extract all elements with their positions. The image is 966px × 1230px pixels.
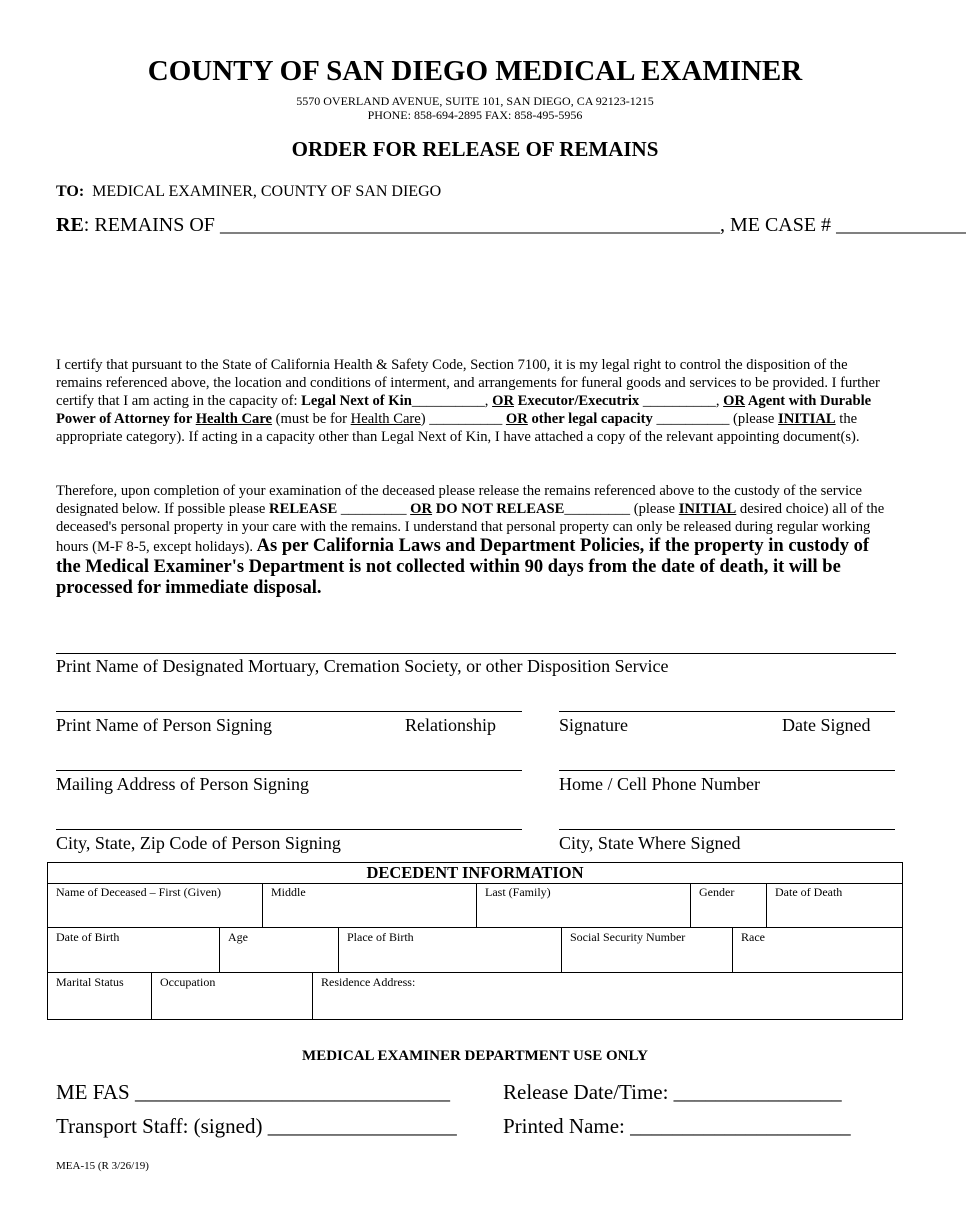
date-of-death-field[interactable]: Date of Death <box>766 883 902 927</box>
do-not-release-option: DO NOT RELEASE <box>432 501 565 517</box>
first-name-field[interactable]: Name of Deceased – First (Given) <box>56 885 221 899</box>
person-signing-label: Print Name of Person Signing <box>56 715 272 735</box>
age-field[interactable]: Age <box>219 928 338 972</box>
re-label: RE <box>56 214 84 236</box>
to-line <box>56 183 441 201</box>
office-address: 5570 OVERLAND AVENUE, SUITE 101, SAN DIEGO, CA 92123-1215 <box>296 94 654 108</box>
other-legal-initial[interactable]: __________ <box>656 411 730 427</box>
transport-staff-field[interactable]: Transport Staff: (signed) __________________ <box>56 1114 457 1138</box>
certification-paragraph: I certify that pursuant to the State of California Health & Safety Code, Section 7100, it is my legal right to control the disposition of the remains referenced above, the location and conditions of interment, and arrangements for funeral goods and services to be provided. I further certify that I am acting in the capacity of: Legal Next of Kin__________, OR Executor/Executrix __________, OR Agent with Durable Power of Attorney for Health Care (must be for Health Care) __________ OR other legal capacity __________ (please INITIAL the appropriate category). If acting in a capacity other than Legal Next of Kin, I have attached a copy of the relevant appointing document(s). <box>56 357 880 445</box>
decedent-row-2 <box>47 928 903 973</box>
residence-address-field[interactable]: Residence Address: <box>312 973 902 1019</box>
marital-status-field[interactable]: Marital Status <box>56 975 124 989</box>
date-of-birth-field[interactable]: Date of Birth <box>56 930 120 944</box>
do-not-release-initial[interactable]: _________ <box>564 501 631 517</box>
to-value: MEDICAL EXAMINER, COUNTY OF SAN DIEGO <box>92 183 442 200</box>
form-number: MEA-15 (R 3/26/19) <box>56 1160 149 1172</box>
city-state-zip-label: City, State, Zip Code of Person Signing <box>56 833 341 853</box>
ssn-field[interactable]: Social Security Number <box>561 928 732 972</box>
signature-line[interactable] <box>559 711 895 712</box>
agent-initial[interactable]: __________ <box>429 411 503 427</box>
form-title: ORDER FOR RELEASE OF REMAINS <box>291 137 659 161</box>
city-state-zip-line[interactable] <box>56 829 522 830</box>
me-fas-field[interactable]: ME FAS ______________________________ <box>56 1080 450 1104</box>
mortuary-label: Print Name of Designated Mortuary, Cremation Society, or other Disposition Service <box>56 656 669 676</box>
occupation-field[interactable]: Occupation <box>151 973 312 1019</box>
last-name-field[interactable]: Last (Family) <box>476 883 690 927</box>
to-label: TO: <box>56 183 85 200</box>
mailing-address-line[interactable] <box>56 770 522 771</box>
decedent-table <box>47 862 903 884</box>
relationship-label: Relationship <box>405 715 496 735</box>
phone-line[interactable] <box>559 770 895 771</box>
city-state-signed-label: City, State Where Signed <box>559 833 741 853</box>
decedent-row-1 <box>47 883 903 928</box>
middle-name-field[interactable]: Middle <box>262 883 476 927</box>
decedent-row-3 <box>47 973 903 1020</box>
release-datetime-field[interactable]: Release Date/Time: ________________ <box>503 1080 842 1104</box>
next-of-kin-initial[interactable]: __________ <box>411 393 485 409</box>
other-legal-option: other legal capacity <box>527 411 653 427</box>
release-paragraph: Therefore, upon completion of your examination of the deceased please release the remains referenced above to the custody of the service designated below. If possible please RELEASE _________ OR DO NOT RELEASE_________ (please INITIAL desired choice) all of the deceased's personal property in your care with the remains. I understand that personal property can only be released during regular working hours (M-F 8-5, except holidays). As per California Laws and Department Policies, if the property in custody of the Medical Examiner's Department is not collected within 90 days from the date of death, it will be processed for immediate disposal. <box>56 483 885 598</box>
signature-label: Signature <box>559 715 628 735</box>
mortuary-line[interactable] <box>56 653 896 654</box>
next-of-kin-option: Legal Next of Kin <box>301 393 412 409</box>
re-line <box>56 214 966 237</box>
date-signed-label: Date Signed <box>782 715 871 735</box>
phone-fax: PHONE: 858-694-2895 FAX: 858-495-5956 <box>367 108 583 122</box>
place-of-birth-field[interactable]: Place of Birth <box>338 928 561 972</box>
executor-option: Executor/Executrix <box>513 393 640 409</box>
remains-of-label: : REMAINS OF <box>83 214 220 236</box>
release-initial[interactable]: _________ <box>340 501 407 517</box>
release-option: RELEASE <box>269 501 338 517</box>
city-state-signed-line[interactable] <box>559 829 895 830</box>
disposal-warning: As per California Laws and Department Policies, if the property in custody of the Medical Examiner's Department is not collected within 90 days from the date of death, it will be processed for immediate disposal. <box>56 536 870 598</box>
remains-of-field[interactable]: __________________________________________________ <box>219 214 720 236</box>
phone-label: Home / Cell Phone Number <box>559 774 760 794</box>
decedent-heading: DECEDENT INFORMATION <box>48 863 903 884</box>
me-case-field[interactable]: _____________ <box>836 214 966 236</box>
executor-initial[interactable]: __________ <box>642 393 716 409</box>
me-use-heading: MEDICAL EXAMINER DEPARTMENT USE ONLY <box>302 1048 648 1064</box>
mailing-address-label: Mailing Address of Person Signing <box>56 774 310 794</box>
race-field[interactable]: Race <box>732 928 902 972</box>
gender-field[interactable]: Gender <box>690 883 766 927</box>
agent-option: Agent with Durable Power of Attorney for <box>56 393 872 427</box>
me-case-label: , ME CASE # <box>719 214 837 236</box>
county-title: COUNTY OF SAN DIEGO MEDICAL EXAMINER <box>147 55 803 87</box>
person-signing-line[interactable] <box>56 711 522 712</box>
printed-name-field[interactable]: Printed Name: _____________________ <box>503 1114 851 1138</box>
